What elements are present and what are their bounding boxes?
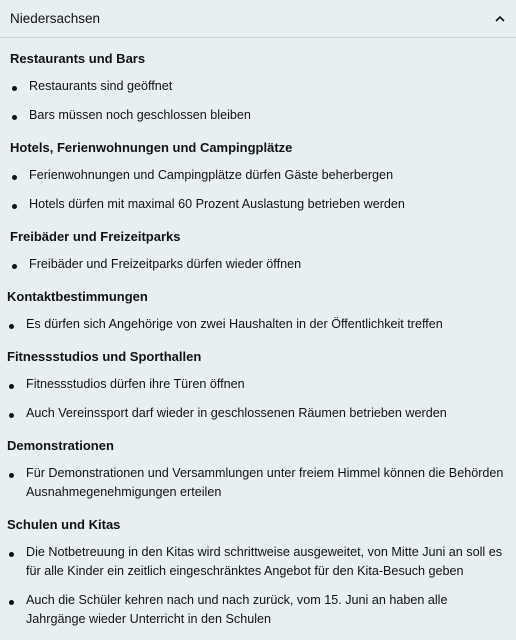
section-freibaeder	[10, 220, 506, 280]
list-item: Die Notbetreuung in den Kitas wird schrittweise ausgeweitet, von Mitte Juni an soll es für alle Kinder ein zeitlich eingeschränktes Angebot für den Kita-Besuch geben	[7, 539, 506, 587]
section-demonstrationen	[7, 429, 506, 508]
section-heading: Freibäder und Freizeitparks	[10, 229, 181, 244]
bullet-list	[10, 73, 506, 131]
list-item: Es dürfen sich Angehörige von zwei Haushalten in der Öffentlichkeit treffen	[7, 311, 506, 340]
chevron-up-icon[interactable]	[494, 13, 506, 25]
section-fitness	[7, 340, 506, 429]
section-restaurants	[10, 42, 506, 131]
section-schulen	[7, 508, 506, 635]
section-heading: Demonstrationen	[7, 438, 114, 453]
bullet-list	[10, 460, 506, 508]
list-item: Ferienwohnungen und Campingplätze dürfen Gäste beherbergen	[10, 162, 506, 191]
section-heading: Schulen und Kitas	[7, 517, 121, 532]
list-item: Fitnessstudios dürfen ihre Türen öffnen	[7, 371, 506, 400]
section-heading: Fitnessstudios und Sporthallen	[7, 349, 202, 364]
list-item: Hotels dürfen mit maximal 60 Prozent Auslastung betrieben werden	[10, 191, 506, 220]
list-item: Auch die Schüler kehren nach und nach zurück, vom 15. Juni an haben alle Jahrgänge wieder Unterricht in den Schulen	[7, 587, 506, 635]
list-item: Für Demonstrationen und Versammlungen unter freiem Himmel können die Behörden Ausnahmegenehmigungen erteilen	[7, 460, 506, 508]
accordion-content	[0, 38, 516, 635]
bullet-list	[10, 251, 506, 280]
bullet-list	[10, 162, 506, 220]
list-item: Restaurants sind geöffnet	[10, 73, 506, 102]
bullet-list	[10, 371, 506, 429]
list-item: Auch Vereinssport darf wieder in geschlossenen Räumen betrieben werden	[7, 400, 506, 429]
accordion-title: Niedersachsen	[10, 11, 101, 26]
bullet-list	[10, 311, 506, 340]
accordion-header[interactable]	[0, 0, 516, 38]
section-heading: Kontaktbestimmungen	[7, 289, 148, 304]
list-item: Bars müssen noch geschlossen bleiben	[10, 102, 506, 131]
list-item: Freibäder und Freizeitparks dürfen wieder öffnen	[10, 251, 506, 280]
section-heading: Hotels, Ferienwohnungen und Campingplätze	[10, 140, 293, 155]
bullet-list	[10, 539, 506, 635]
section-hotels	[10, 131, 506, 220]
section-kontakt	[7, 280, 506, 340]
section-heading: Restaurants und Bars	[10, 51, 146, 66]
